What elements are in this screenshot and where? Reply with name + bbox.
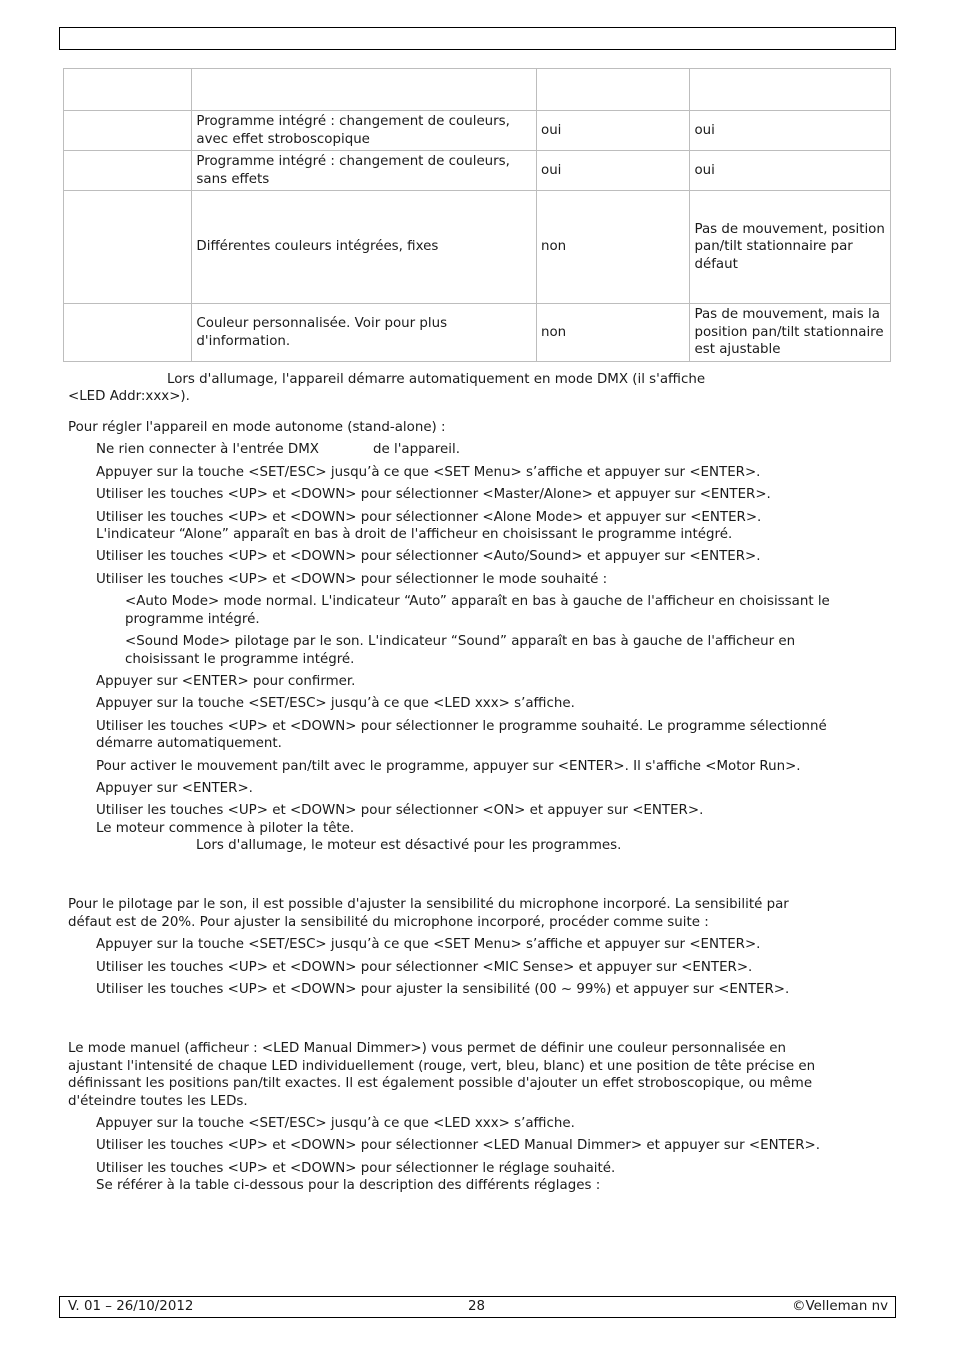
text-line: Utiliser les touches <UP> et <DOWN> pour sélectionner <Alone Mode> et appuyer sur <ENTER>. — [96, 510, 762, 525]
text-line: Appuyer sur <ENTER> pour confirmer. — [96, 674, 356, 689]
table-row — [64, 111, 891, 151]
table-cell: oui — [690, 151, 891, 191]
text-line: Appuyer sur <ENTER>. — [96, 781, 253, 796]
text-line: Pour régler l'appareil en mode autonome (stand-alone) : — [68, 420, 446, 435]
table-row — [64, 191, 891, 304]
table-cell — [537, 69, 690, 111]
text-line: Appuyer sur la touche <SET/ESC> jusqu’à ce que <SET Menu> s’affiche et appuyer sur <ENTER>. — [96, 937, 761, 952]
table-cell — [64, 69, 192, 111]
text-line: choisissant le programme intégré. — [125, 652, 355, 667]
footer-page-number: 28 — [468, 1299, 486, 1314]
text-line: Utiliser les touches <UP> et <DOWN> pour sélectionner <MIC Sense> et appuyer sur <ENTER>. — [96, 960, 753, 975]
table-row — [64, 151, 891, 191]
text-line: Se référer à la table ci-dessous pour la description des différents réglages : — [96, 1178, 601, 1193]
text-line: définissant les positions pan/tilt exactes. Il est également possible d'ajouter un effet stroboscopique, ou même — [68, 1076, 813, 1091]
mode-table — [63, 68, 891, 362]
table-cell: oui — [537, 111, 690, 151]
text-line: L'indicateur “Alone” apparaît en bas à droit de l'afficheur en choisissant le programme intégré. — [96, 527, 733, 542]
text-line: Ne rien connecter à l'entrée DMX — [96, 442, 319, 457]
text-line: <Auto Mode> mode normal. L'indicateur “Auto” apparaît en bas à gauche de l'afficheur en choisissant le — [125, 594, 830, 609]
table-cell — [64, 151, 192, 191]
text-line: Le mode manuel (afficheur : <LED Manual Dimmer>) vous permet de définir une couleur personnalisée en — [68, 1041, 787, 1056]
text-line: Utiliser les touches <UP> et <DOWN> pour sélectionner le réglage souhaité. — [96, 1161, 616, 1176]
text-line: Pour le pilotage par le son, il est possible d'ajuster la sensibilité du microphone incorporé. La sensibilité par — [68, 897, 789, 912]
table-cell: Programme intégré : changement de couleurs, sans effets — [192, 151, 537, 191]
table-cell: Programme intégré : changement de couleurs, avec effet stroboscopique — [192, 111, 537, 151]
table-cell: oui — [537, 151, 690, 191]
text-line: <Sound Mode> pilotage par le son. L'indicateur “Sound” apparaît en bas à gauche de l'afficheur en — [125, 634, 796, 649]
text-line: Appuyer sur la touche <SET/ESC> jusqu’à ce que <LED xxx> s’affiche. — [96, 696, 575, 711]
text-line: Utiliser les touches <UP> et <DOWN> pour sélectionner le mode souhaité : — [96, 572, 608, 587]
page-footer — [59, 1296, 896, 1318]
table-cell: oui — [690, 111, 891, 151]
table-cell: non — [537, 304, 690, 362]
table-cell — [192, 69, 537, 111]
text-line: Le moteur commence à piloter la tête. — [96, 821, 355, 836]
table-cell: Pas de mouvement, mais la position pan/tilt stationnaire est ajustable — [690, 304, 891, 362]
text-line: Utiliser les touches <UP> et <DOWN> pour sélectionner <LED Manual Dimmer> et appuyer sur <ENTER>. — [96, 1138, 821, 1153]
text-line: Lors d'allumage, l'appareil démarre automatiquement en mode DMX (il s'affiche — [167, 372, 706, 387]
table-cell — [64, 111, 192, 151]
text-line: Utiliser les touches <UP> et <DOWN> pour sélectionner <ON> et appuyer sur <ENTER>. — [96, 803, 704, 818]
table-row — [64, 304, 891, 362]
table-cell — [690, 69, 891, 111]
table-cell: Couleur personnalisée. Voir pour plus d'information. — [192, 304, 537, 362]
text-line: Lors d'allumage, le moteur est désactivé pour les programmes. — [196, 838, 622, 853]
text-line: défaut est de 20%. Pour ajuster la sensibilité du microphone incorporé, procéder comme suite : — [68, 915, 709, 930]
text-line: Utiliser les touches <UP> et <DOWN> pour sélectionner le programme souhaité. Le programme sélectionné — [96, 719, 827, 734]
table-cell: Différentes couleurs intégrées, fixes — [192, 191, 537, 304]
footer-version: V. 01 – 26/10/2012 — [68, 1299, 194, 1314]
text-line: Utiliser les touches <UP> et <DOWN> pour sélectionner <Auto/Sound> et appuyer sur <ENTER>. — [96, 549, 761, 564]
text-line: d'éteindre toutes les LEDs. — [68, 1094, 248, 1109]
text-line: ajustant l'intensité de chaque LED individuellement (rouge, vert, bleu, blanc) et une position de tête précise en — [68, 1059, 816, 1074]
table-cell: Pas de mouvement, position pan/tilt stationnaire par défaut — [690, 191, 891, 304]
text-line: Utiliser les touches <UP> et <DOWN> pour ajuster la sensibilité (00 ~ 99%) et appuyer sur <ENTER>. — [96, 982, 790, 997]
text-line: Appuyer sur la touche <SET/ESC> jusqu’à ce que <LED xxx> s’affiche. — [96, 1116, 575, 1131]
table-cell — [64, 191, 192, 304]
text-line: Utiliser les touches <UP> et <DOWN> pour sélectionner <Master/Alone> et appuyer sur <ENTER>. — [96, 487, 771, 502]
table-row — [64, 69, 891, 111]
page-header-box — [59, 27, 896, 50]
table-cell: non — [537, 191, 690, 304]
text-line: de l'appareil. — [373, 442, 460, 457]
footer-copyright: ©Velleman nv — [792, 1299, 888, 1314]
table-cell — [64, 304, 192, 362]
text-line: Appuyer sur la touche <SET/ESC> jusqu’à ce que <SET Menu> s’affiche et appuyer sur <ENTER>. — [96, 465, 761, 480]
text-line: programme intégré. — [125, 612, 260, 627]
text-line: démarre automatiquement. — [96, 736, 282, 751]
text-line: <LED Addr:xxx>). — [68, 389, 190, 404]
text-line: Pour activer le mouvement pan/tilt avec le programme, appuyer sur <ENTER>. Il s'affiche <Motor Run>. — [96, 759, 801, 774]
